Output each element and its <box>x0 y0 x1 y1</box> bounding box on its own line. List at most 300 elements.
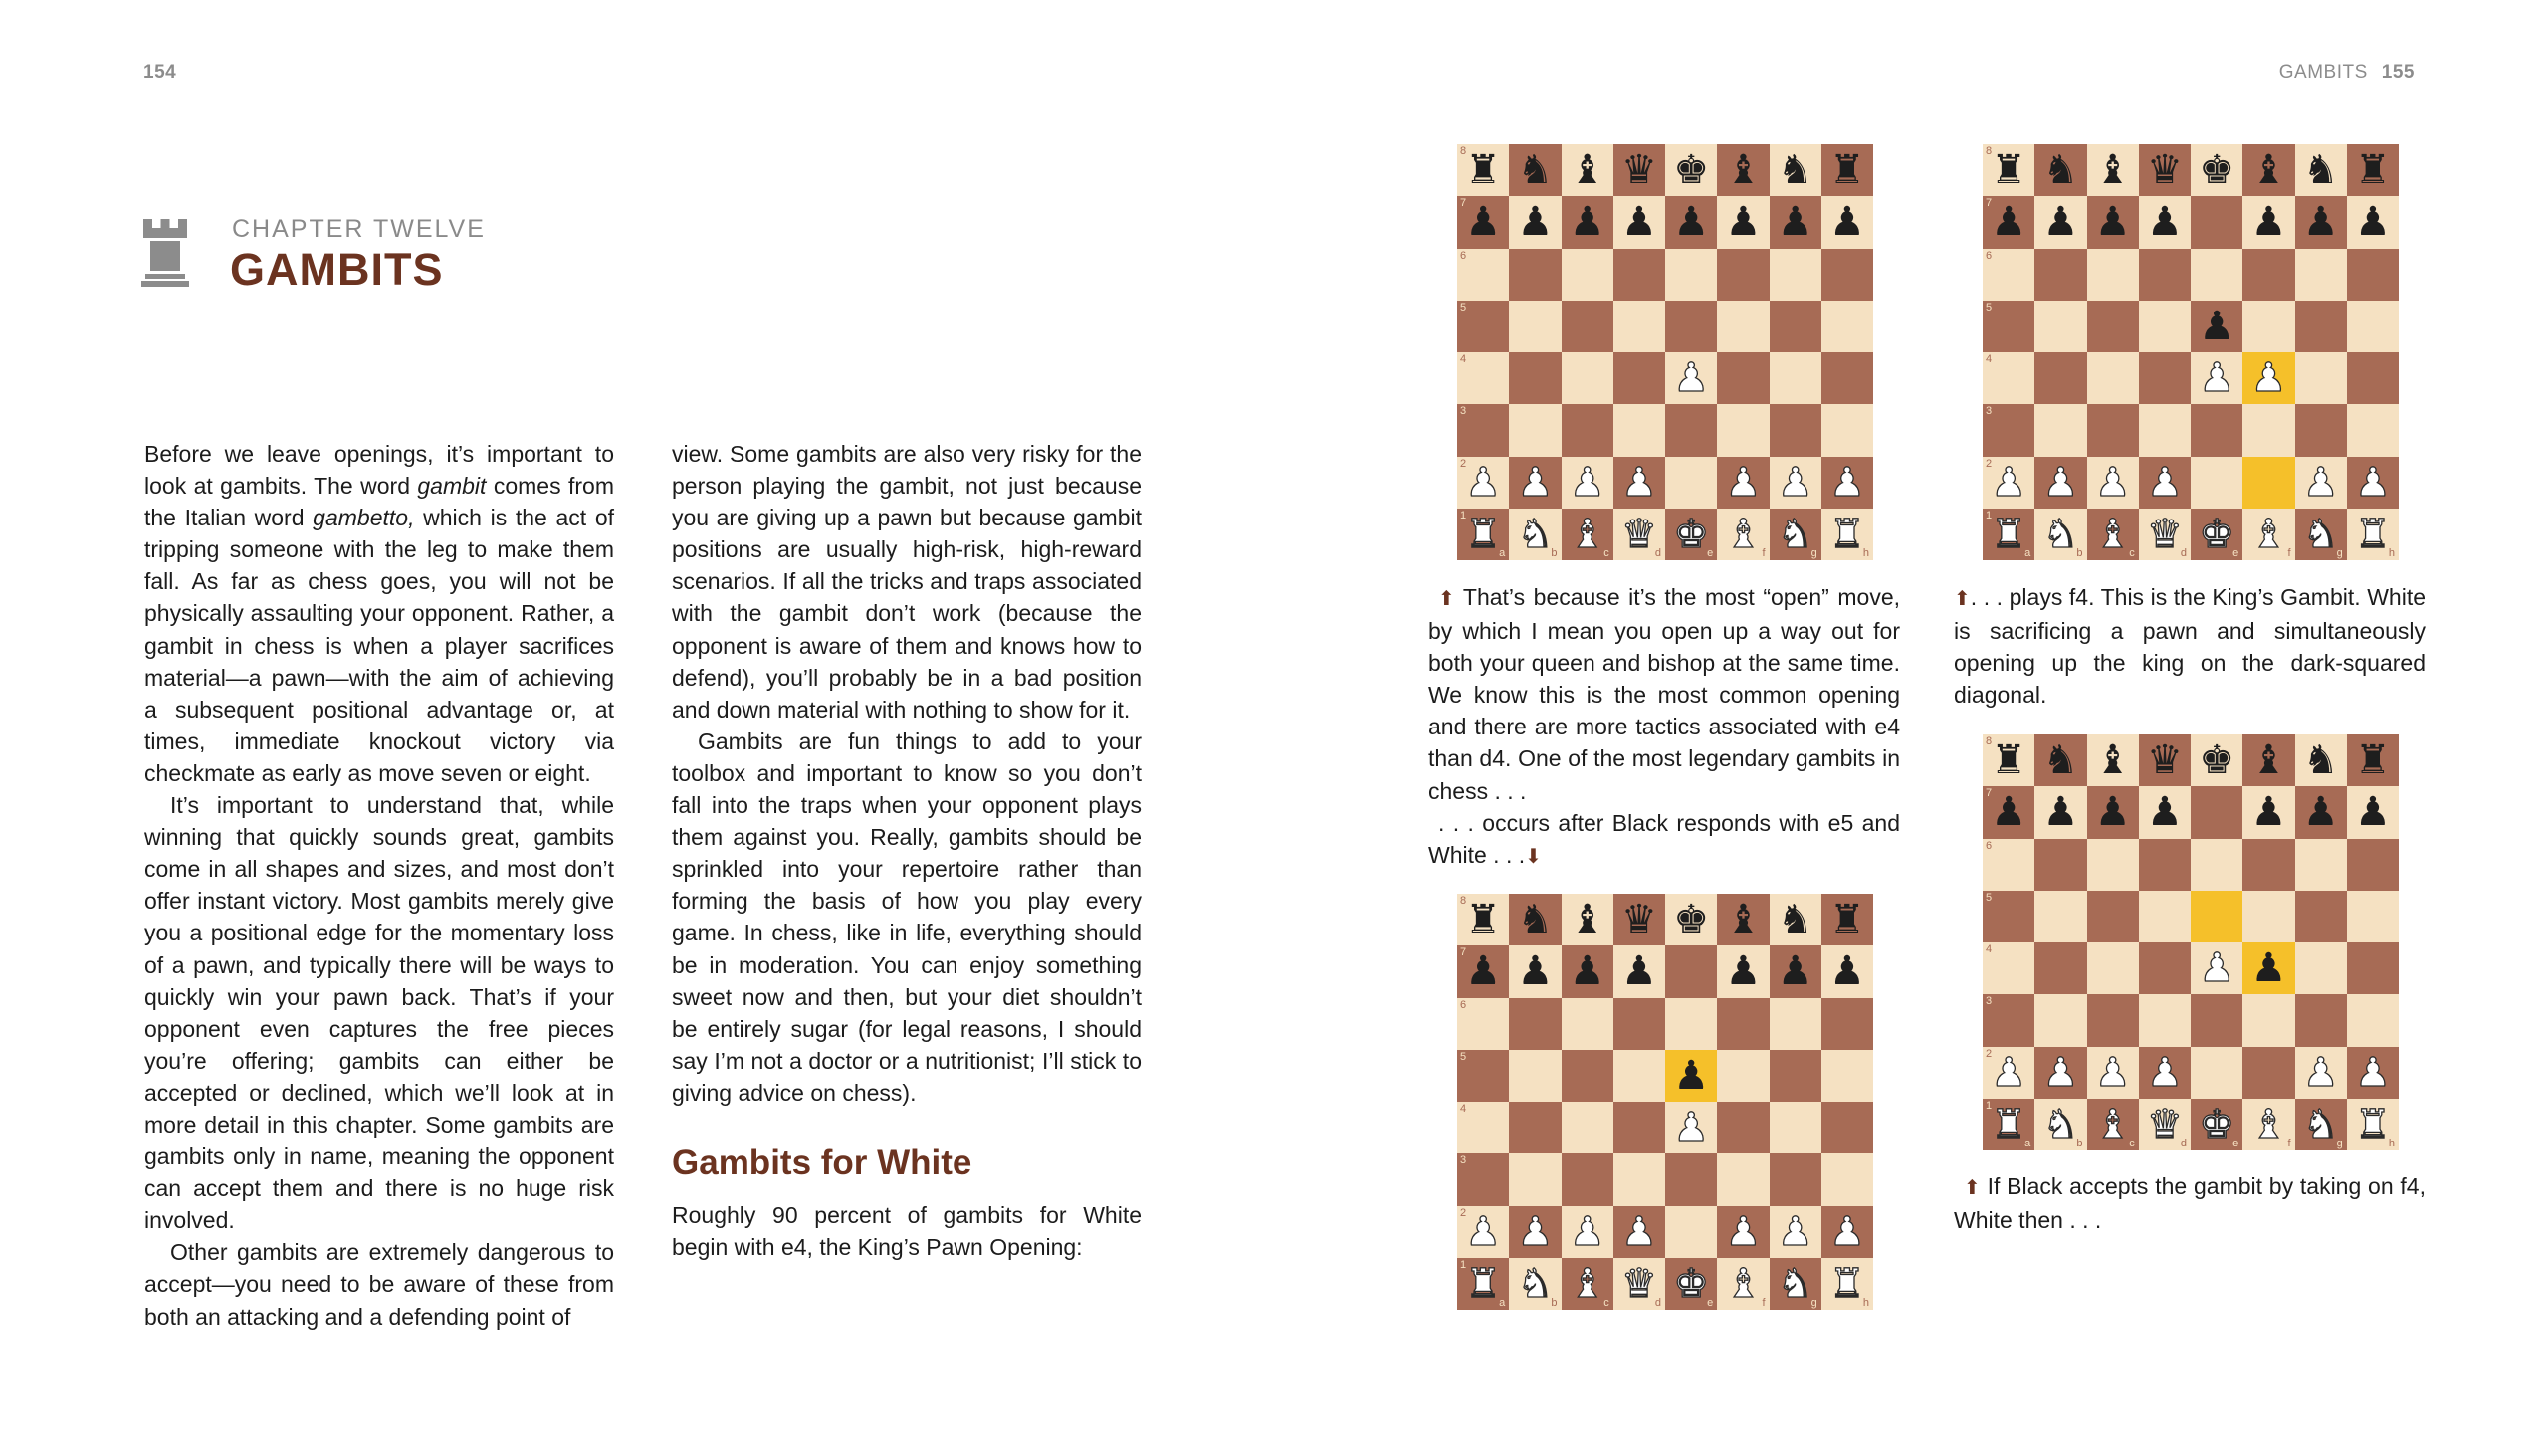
square-h1 <box>1821 509 1873 560</box>
square-g6 <box>1770 998 1821 1050</box>
square-b5 <box>2034 891 2086 942</box>
rank-label: 6 <box>1986 839 1993 852</box>
caption-paragraph <box>1954 581 2426 711</box>
square-c7 <box>2087 196 2139 248</box>
square-g4 <box>1770 352 1821 404</box>
square-d8 <box>1613 894 1665 945</box>
square-f7 <box>2242 196 2294 248</box>
white-rook-icon: ♜ <box>1465 1260 1502 1307</box>
square-e8 <box>1665 894 1717 945</box>
white-bishop-icon: ♝ <box>1725 511 1762 557</box>
square-e4 <box>2191 352 2242 404</box>
white-pawn-icon: ♟ <box>1828 459 1865 506</box>
white-rook-icon: ♜ <box>1991 511 2027 557</box>
square-b1 <box>1509 509 1561 560</box>
square-a3 <box>1983 404 2034 456</box>
square-b3 <box>2034 994 2086 1046</box>
square-b7 <box>1509 945 1561 997</box>
square-f8 <box>2242 144 2294 196</box>
white-knight-icon: ♞ <box>2302 511 2339 557</box>
square-g1 <box>1770 509 1821 560</box>
white-bishop-icon: ♝ <box>2250 511 2287 557</box>
square-d8 <box>1613 144 1665 196</box>
white-pawn-icon: ♟ <box>2199 355 2235 402</box>
square-h3 <box>1821 1153 1873 1205</box>
square-a8 <box>1457 144 1509 196</box>
black-knight-icon: ♞ <box>2042 737 2079 784</box>
square-e1 <box>2191 1099 2242 1150</box>
square-c3 <box>1562 1153 1613 1205</box>
square-c2 <box>2087 1047 2139 1099</box>
white-pawn-icon: ♟ <box>1517 1208 1554 1255</box>
square-f8 <box>2242 734 2294 786</box>
square-f3 <box>2242 994 2294 1046</box>
square-d2 <box>2139 457 2191 509</box>
square-c6 <box>1562 249 1613 301</box>
square-a5 <box>1457 1050 1509 1102</box>
square-b3 <box>1509 404 1561 456</box>
white-pawn-icon: ♟ <box>1777 1208 1813 1255</box>
square-d3 <box>1613 1153 1665 1205</box>
square-e8 <box>2191 734 2242 786</box>
square-g3 <box>1770 404 1821 456</box>
black-knight-icon: ♞ <box>1777 147 1813 194</box>
square-d6 <box>2139 249 2191 301</box>
white-pawn-icon: ♟ <box>2146 1049 2183 1096</box>
black-pawn-icon: ♟ <box>2250 789 2287 836</box>
black-rook-icon: ♜ <box>2354 147 2391 194</box>
caption-text: . . . plays f4. This is the King’s Gambit. White is sacrificing a pawn and simultaneously opening up the king on the dark-squared diagonal. <box>1954 584 2426 709</box>
body-column-2 <box>672 438 1142 1263</box>
rank-label: 8 <box>1460 895 1467 907</box>
white-pawn-icon: ♟ <box>2250 355 2287 402</box>
white-knight-icon: ♞ <box>1517 511 1554 557</box>
square-a6 <box>1457 998 1509 1050</box>
file-label: g <box>2336 1138 2343 1149</box>
square-c7 <box>1562 196 1613 248</box>
square-c3 <box>1562 404 1613 456</box>
text-run: which is the act of tripping someone with the leg to make them fall. As far as chess goes, you will not be physically assaulting your opponent. Rather, a gambit in chess is when a player sacrifices material—a pawn—with the aim of achieving a subsequent positional advantage or, at times, immediate knockout victory via checkmate as early as move seven or eight. <box>144 505 614 786</box>
square-e4 <box>2191 942 2242 994</box>
square-h4 <box>1821 352 1873 404</box>
rank-label: 6 <box>1986 249 1993 262</box>
square-c6 <box>1562 998 1613 1050</box>
square-b5 <box>1509 1050 1561 1102</box>
white-pawn-icon: ♟ <box>1620 459 1657 506</box>
rank-label: 3 <box>1986 995 1993 1008</box>
square-g5 <box>2295 891 2347 942</box>
caption-accepted <box>1954 1170 2426 1236</box>
square-a1 <box>1457 1258 1509 1310</box>
square-d7 <box>2139 196 2191 248</box>
square-h5 <box>2347 891 2399 942</box>
white-king-icon: ♚ <box>1673 1260 1710 1307</box>
square-c2 <box>1562 1206 1613 1258</box>
square-g2 <box>2295 1047 2347 1099</box>
square-f4 <box>1717 352 1769 404</box>
square-b2 <box>1509 1206 1561 1258</box>
square-d1 <box>1613 509 1665 560</box>
square-d1 <box>1613 1258 1665 1310</box>
rank-label: 4 <box>1986 943 1993 955</box>
square-e2 <box>1665 457 1717 509</box>
square-h5 <box>1821 301 1873 352</box>
square-c1 <box>1562 1258 1613 1310</box>
square-g7 <box>2295 786 2347 838</box>
square-h7 <box>1821 945 1873 997</box>
file-label: a <box>1499 1297 1506 1309</box>
caption-paragraph <box>1428 807 1900 873</box>
black-rook-icon: ♜ <box>1991 147 2027 194</box>
square-b7 <box>2034 786 2086 838</box>
square-d2 <box>1613 1206 1665 1258</box>
square-f7 <box>1717 945 1769 997</box>
file-label: g <box>1810 547 1817 559</box>
square-b1 <box>2034 509 2086 560</box>
white-queen-icon: ♛ <box>2146 1101 2183 1147</box>
square-h6 <box>2347 249 2399 301</box>
square-c5 <box>2087 891 2139 942</box>
square-f2 <box>2242 1047 2294 1099</box>
square-c8 <box>2087 144 2139 196</box>
square-b4 <box>1509 352 1561 404</box>
file-label: b <box>1551 547 1558 559</box>
square-h8 <box>1821 894 1873 945</box>
white-queen-icon: ♛ <box>1620 1260 1657 1307</box>
white-bishop-icon: ♝ <box>1569 511 1605 557</box>
square-c8 <box>1562 894 1613 945</box>
file-label: h <box>1862 1297 1869 1309</box>
black-pawn-icon: ♟ <box>2354 199 2391 246</box>
square-h7 <box>1821 196 1873 248</box>
square-f2 <box>2242 457 2294 509</box>
paragraph: It’s important to understand that, while winning that quickly sounds great, gambits come in all shapes and sizes, and most don’t offer instant victory. Most gambits merely give you a positional edge for the momentary loss of a pawn, and typically there will be ways to quickly win your pawn back. That’s if your opponent even captures the free pieces you’re offering; gambits can either be accepted or declined, which we’ll look at in more detail in this chapter. Some gambits are gambits only in name, meaning the opponent can accept them and there is no huge risk involved. <box>144 792 614 1234</box>
file-label: c <box>1603 1297 1609 1309</box>
square-a2 <box>1983 457 2034 509</box>
square-g8 <box>2295 734 2347 786</box>
white-king-icon: ♚ <box>2199 511 2235 557</box>
square-g1 <box>1770 1258 1821 1310</box>
square-g1 <box>2295 509 2347 560</box>
square-e3 <box>1665 404 1717 456</box>
square-e3 <box>2191 994 2242 1046</box>
square-d7 <box>1613 945 1665 997</box>
black-bishop-icon: ♝ <box>2250 737 2287 784</box>
rank-label: 5 <box>1986 891 1993 904</box>
square-c4 <box>1562 352 1613 404</box>
file-label: e <box>2232 1138 2239 1149</box>
file-label: a <box>2024 1138 2031 1149</box>
white-knight-icon: ♞ <box>2042 511 2079 557</box>
black-rook-icon: ♜ <box>1828 147 1865 194</box>
square-b8 <box>2034 144 2086 196</box>
square-g2 <box>1770 1206 1821 1258</box>
square-f5 <box>1717 301 1769 352</box>
file-label: a <box>2024 547 2031 559</box>
rank-label: 6 <box>1460 249 1467 262</box>
text-run: Before we leave openings, it’s important to look at gambits. The word <box>144 441 614 500</box>
square-g6 <box>2295 249 2347 301</box>
square-g4 <box>1770 1102 1821 1153</box>
square-a1 <box>1983 1099 2034 1150</box>
caption-paragraph <box>1954 1170 2426 1236</box>
white-rook-icon: ♜ <box>1465 511 1502 557</box>
square-h6 <box>1821 998 1873 1050</box>
file-label: f <box>1762 1297 1766 1309</box>
square-f8 <box>1717 144 1769 196</box>
square-h3 <box>1821 404 1873 456</box>
square-b5 <box>1509 301 1561 352</box>
black-queen-icon: ♛ <box>1620 897 1657 943</box>
white-pawn-icon: ♟ <box>2042 1049 2079 1096</box>
black-pawn-icon: ♟ <box>1991 199 2027 246</box>
square-d7 <box>1613 196 1665 248</box>
white-pawn-icon: ♟ <box>1725 1208 1762 1255</box>
square-d8 <box>2139 734 2191 786</box>
file-label: g <box>1810 1297 1817 1309</box>
square-d5 <box>2139 301 2191 352</box>
white-pawn-icon: ♟ <box>1465 459 1502 506</box>
black-pawn-icon: ♟ <box>2094 199 2131 246</box>
chapter-label: CHAPTER TWELVE <box>232 215 486 243</box>
rank-label: 3 <box>1460 405 1467 418</box>
black-pawn-icon: ♟ <box>2146 199 2183 246</box>
black-pawn-icon: ♟ <box>1673 199 1710 246</box>
square-a4 <box>1457 352 1509 404</box>
square-d2 <box>2139 1047 2191 1099</box>
square-c6 <box>2087 839 2139 891</box>
white-knight-icon: ♞ <box>2042 1101 2079 1147</box>
square-d3 <box>1613 404 1665 456</box>
square-f3 <box>1717 404 1769 456</box>
black-pawn-icon: ♟ <box>1777 948 1813 995</box>
black-pawn-icon: ♟ <box>1465 948 1502 995</box>
black-pawn-icon: ♟ <box>1465 199 1502 246</box>
square-b1 <box>1509 1258 1561 1310</box>
square-f1 <box>2242 1099 2294 1150</box>
section-heading: Gambits for White <box>672 1143 972 1182</box>
square-c1 <box>2087 1099 2139 1150</box>
square-d3 <box>2139 994 2191 1046</box>
italic-word: gambit <box>417 473 487 500</box>
file-label: c <box>2129 547 2135 559</box>
running-head-title: GAMBITS <box>2278 62 2368 83</box>
rank-label: 4 <box>1986 353 1993 365</box>
square-d5 <box>1613 1050 1665 1102</box>
white-pawn-icon: ♟ <box>2199 945 2235 992</box>
rank-label: 2 <box>1986 457 1993 470</box>
square-f4 <box>1717 1102 1769 1153</box>
square-h6 <box>2347 839 2399 891</box>
square-f8 <box>1717 894 1769 945</box>
black-bishop-icon: ♝ <box>2094 147 2131 194</box>
black-bishop-icon: ♝ <box>2094 737 2131 784</box>
square-h2 <box>1821 457 1873 509</box>
black-pawn-icon: ♟ <box>1828 948 1865 995</box>
rank-label: 7 <box>1460 946 1467 959</box>
square-g6 <box>1770 249 1821 301</box>
square-e3 <box>2191 404 2242 456</box>
square-a2 <box>1457 457 1509 509</box>
white-pawn-icon: ♟ <box>2302 1049 2339 1096</box>
square-h4 <box>1821 1102 1873 1153</box>
rank-label: 4 <box>1460 353 1467 365</box>
rank-label: 8 <box>1460 145 1467 157</box>
black-pawn-icon: ♟ <box>2042 789 2079 836</box>
square-h4 <box>2347 352 2399 404</box>
black-pawn-icon: ♟ <box>2146 789 2183 836</box>
square-a1 <box>1983 509 2034 560</box>
square-c2 <box>2087 457 2139 509</box>
square-f1 <box>1717 509 1769 560</box>
square-d7 <box>2139 786 2191 838</box>
square-d6 <box>1613 249 1665 301</box>
white-pawn-icon: ♟ <box>1569 1208 1605 1255</box>
square-g8 <box>1770 894 1821 945</box>
square-d1 <box>2139 509 2191 560</box>
square-g7 <box>1770 945 1821 997</box>
square-f7 <box>1717 196 1769 248</box>
white-rook-icon: ♜ <box>1828 1260 1865 1307</box>
square-b6 <box>1509 249 1561 301</box>
square-g8 <box>1770 144 1821 196</box>
file-label: c <box>2129 1138 2135 1149</box>
file-label: d <box>1654 547 1661 559</box>
rank-label: 5 <box>1986 301 1993 313</box>
square-b3 <box>2034 404 2086 456</box>
square-a7 <box>1983 786 2034 838</box>
square-c7 <box>2087 786 2139 838</box>
black-pawn-icon: ♟ <box>2302 199 2339 246</box>
white-pawn-icon: ♟ <box>1828 1208 1865 1255</box>
white-pawn-icon: ♟ <box>1620 1208 1657 1255</box>
white-pawn-icon: ♟ <box>1725 459 1762 506</box>
black-pawn-icon: ♟ <box>1725 199 1762 246</box>
black-pawn-icon: ♟ <box>1777 199 1813 246</box>
black-pawn-icon: ♟ <box>1991 789 2027 836</box>
running-head <box>2279 62 2415 84</box>
square-d5 <box>2139 891 2191 942</box>
file-label: f <box>2287 547 2291 559</box>
black-pawn-icon: ♟ <box>1725 948 1762 995</box>
square-b2 <box>2034 1047 2086 1099</box>
square-a2 <box>1457 1206 1509 1258</box>
file-label: e <box>2232 547 2239 559</box>
black-king-icon: ♚ <box>1673 147 1710 194</box>
square-h2 <box>2347 1047 2399 1099</box>
arrow-up-icon: ⬆ <box>1964 1177 1981 1199</box>
white-pawn-icon: ♟ <box>1517 459 1554 506</box>
square-f5 <box>2242 891 2294 942</box>
square-b2 <box>2034 457 2086 509</box>
square-b4 <box>2034 352 2086 404</box>
square-e6 <box>2191 839 2242 891</box>
file-label: e <box>1707 1297 1714 1309</box>
square-f6 <box>2242 249 2294 301</box>
file-label: b <box>2076 1138 2083 1149</box>
text-run: comes from the Italian word <box>144 473 614 531</box>
square-g7 <box>1770 196 1821 248</box>
black-rook-icon: ♜ <box>1828 897 1865 943</box>
square-h8 <box>2347 144 2399 196</box>
square-g3 <box>2295 994 2347 1046</box>
square-f5 <box>2242 301 2294 352</box>
square-b6 <box>2034 839 2086 891</box>
square-h4 <box>2347 942 2399 994</box>
black-pawn-icon: ♟ <box>1517 199 1554 246</box>
white-pawn-icon: ♟ <box>1777 459 1813 506</box>
square-e8 <box>2191 144 2242 196</box>
white-pawn-icon: ♟ <box>1991 459 2027 506</box>
chess-board <box>1983 734 2399 1150</box>
rank-label: 8 <box>1986 735 1993 747</box>
rank-label: 5 <box>1460 1050 1467 1063</box>
rank-label: 1 <box>1986 1099 1993 1112</box>
square-h3 <box>2347 994 2399 1046</box>
square-f6 <box>1717 249 1769 301</box>
square-e2 <box>1665 1206 1717 1258</box>
square-f6 <box>1717 998 1769 1050</box>
black-king-icon: ♚ <box>2199 737 2235 784</box>
black-pawn-icon: ♟ <box>2250 199 2287 246</box>
file-label: c <box>1603 547 1609 559</box>
square-a2 <box>1983 1047 2034 1099</box>
white-knight-icon: ♞ <box>2302 1101 2339 1147</box>
rank-label: 8 <box>1986 145 1993 157</box>
file-label: h <box>2388 547 2395 559</box>
black-pawn-icon: ♟ <box>1569 199 1605 246</box>
square-b3 <box>1509 1153 1561 1205</box>
square-a3 <box>1457 1153 1509 1205</box>
square-e2 <box>2191 457 2242 509</box>
square-b8 <box>1509 144 1561 196</box>
white-rook-icon: ♜ <box>2354 511 2391 557</box>
square-e2 <box>2191 1047 2242 1099</box>
square-d4 <box>1613 1102 1665 1153</box>
square-a5 <box>1983 891 2034 942</box>
file-label: d <box>1654 1297 1661 1309</box>
chess-board <box>1457 894 1873 1310</box>
black-bishop-icon: ♝ <box>1725 147 1762 194</box>
white-pawn-icon: ♟ <box>1465 1208 1502 1255</box>
file-label: f <box>2287 1138 2291 1149</box>
square-e7 <box>1665 945 1717 997</box>
black-knight-icon: ♞ <box>2302 147 2339 194</box>
square-f1 <box>2242 509 2294 560</box>
white-queen-icon: ♛ <box>1620 511 1657 557</box>
black-pawn-icon: ♟ <box>1620 948 1657 995</box>
square-e7 <box>2191 786 2242 838</box>
square-b7 <box>1509 196 1561 248</box>
square-a3 <box>1983 994 2034 1046</box>
file-label: e <box>1707 547 1714 559</box>
square-e7 <box>2191 196 2242 248</box>
square-h6 <box>1821 249 1873 301</box>
square-c5 <box>2087 301 2139 352</box>
white-knight-icon: ♞ <box>1517 1260 1554 1307</box>
square-h2 <box>1821 1206 1873 1258</box>
chapter-title: GAMBITS <box>230 244 444 295</box>
square-h8 <box>1821 144 1873 196</box>
square-f7 <box>2242 786 2294 838</box>
black-rook-icon: ♜ <box>1465 897 1502 943</box>
square-a4 <box>1983 352 2034 404</box>
white-pawn-icon: ♟ <box>2146 459 2183 506</box>
black-knight-icon: ♞ <box>2302 737 2339 784</box>
square-e1 <box>2191 509 2242 560</box>
square-a4 <box>1457 1102 1509 1153</box>
square-g8 <box>2295 144 2347 196</box>
